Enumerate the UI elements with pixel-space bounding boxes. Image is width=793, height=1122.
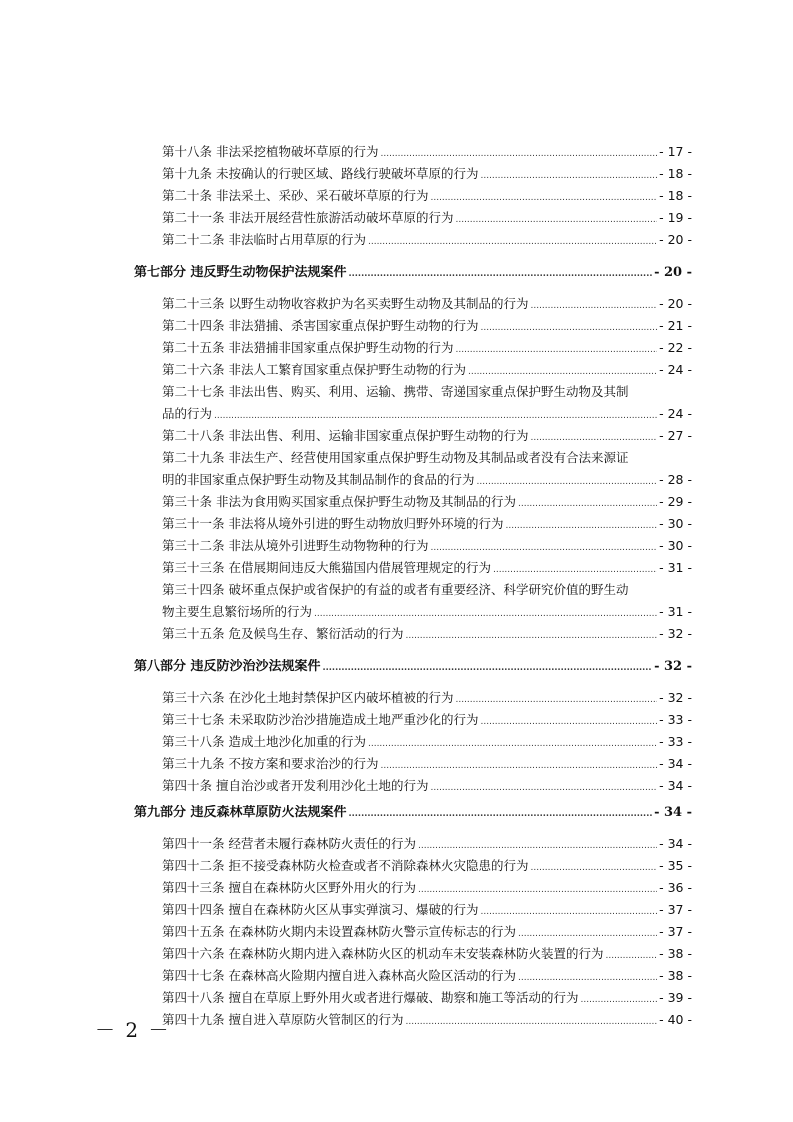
toc-entry-label: 第四十九条 擅自进入草原防火管制区的行为 <box>162 1012 404 1027</box>
toc-entry[interactable] <box>162 188 692 206</box>
toc-entry[interactable] <box>162 144 692 162</box>
leader-dots <box>455 342 657 358</box>
toc-entry-label: 第三十七条 未采取防沙治沙措施造成土地严重沙化的行为 <box>162 712 479 727</box>
toc-entry-label: 第二十四条 非法猎捕、杀害国家重点保护野生动物的行为 <box>162 318 479 333</box>
toc-entry-label: 第二十六条 非法人工繁育国家重点保护野生动物的行为 <box>162 362 466 377</box>
toc-entry-label: 第二十一条 非法开展经营性旅游活动破坏草原的行为 <box>162 210 454 225</box>
toc-entry[interactable] <box>162 340 692 358</box>
toc-page-number: - 39 - <box>659 990 692 1005</box>
leader-dots <box>323 660 653 676</box>
leader-dots <box>480 168 657 184</box>
toc-entry[interactable] <box>162 924 692 942</box>
toc-page-number: - 33 - <box>659 712 692 727</box>
toc-entry-label: 第十九条 未按确认的行驶区域、路线行驶破坏草原的行为 <box>162 166 479 181</box>
toc-entry-first-line: 第二十七条 非法出售、购买、利用、运输、携带、寄递国家重点保护野生动物及其制 <box>162 384 629 399</box>
toc-entry[interactable] <box>162 880 692 898</box>
toc-entry[interactable] <box>162 406 692 424</box>
leader-dots <box>518 926 657 942</box>
toc-page-number: - 34 - <box>659 836 692 851</box>
toc-entry[interactable] <box>162 968 692 986</box>
toc-page-number: - 19 - <box>659 210 692 225</box>
toc-entry-label: 第八部分 违反防沙治沙法规案件 <box>134 659 321 674</box>
leader-dots <box>349 266 653 282</box>
toc-entry[interactable] <box>162 756 692 774</box>
toc-page-number: - 21 - <box>659 318 692 333</box>
toc-page-number: - 24 - <box>659 406 692 421</box>
toc-page-number: - 20 - <box>659 232 692 247</box>
toc-page-number: - 35 - <box>659 858 692 873</box>
toc-page-number: - 30 - <box>659 538 692 553</box>
leader-dots <box>477 474 658 490</box>
toc-entry[interactable] <box>162 858 692 876</box>
toc-entry[interactable] <box>162 712 692 730</box>
toc-page-number: - 34 - <box>659 756 692 771</box>
toc-entry-label: 第七部分 违反野生动物保护法规案件 <box>134 265 347 280</box>
leader-dots <box>430 780 657 796</box>
toc-entry[interactable] <box>162 1012 692 1030</box>
leader-dots <box>405 628 657 644</box>
toc-entry-label: 第三十一条 非法将从境外引进的野生动物放归野外环境的行为 <box>162 516 504 531</box>
leader-dots <box>493 562 657 578</box>
leader-dots <box>480 320 657 336</box>
toc-entry-label: 第九部分 违反森林草原防火法规案件 <box>134 805 347 820</box>
leader-dots <box>530 430 657 446</box>
toc-entry[interactable] <box>162 362 692 380</box>
toc-entry-label: 第四十六条 在森林防火期内进入森林防火区的机动车未安装森林防火装置的行为 <box>162 946 604 961</box>
toc-entry-label: 第三十条 非法为食用购买国家重点保护野生动物及其制品的行为 <box>162 494 516 509</box>
toc-entry-label: 第四十一条 经营者未履行森林防火责任的行为 <box>162 836 416 851</box>
toc-entry-label: 第四十条 擅自治沙或者开发利用沙化土地的行为 <box>162 778 429 793</box>
toc-entry-label: 第二十三条 以野生动物收容救护为名买卖野生动物及其制品的行为 <box>162 296 529 311</box>
toc-section-heading[interactable] <box>134 265 692 282</box>
toc-entry[interactable] <box>162 166 692 184</box>
toc-page-number: - 20 - <box>659 296 692 311</box>
leader-dots <box>418 882 657 898</box>
leader-dots <box>349 806 653 822</box>
toc-entry-label: 第二十条 非法采土、采砂、采石破坏草原的行为 <box>162 188 429 203</box>
toc-page-number: - 24 - <box>659 362 692 377</box>
toc-entry[interactable] <box>162 210 692 228</box>
toc-entry[interactable] <box>162 472 692 490</box>
toc-page-number: - 30 - <box>659 516 692 531</box>
leader-dots <box>455 692 657 708</box>
toc-entry[interactable] <box>162 734 692 752</box>
leader-dots <box>605 948 657 964</box>
leader-dots <box>580 992 657 1008</box>
toc-page-number: - 20 - <box>654 265 692 280</box>
leader-dots <box>368 736 657 752</box>
toc-page-number: - 34 - <box>659 778 692 793</box>
leader-dots <box>480 714 657 730</box>
toc-entry-label: 第四十八条 擅自在草原上野外用火或者进行爆破、勘察和施工等活动的行为 <box>162 990 579 1005</box>
toc-entry-label: 第二十五条 非法猎捕非国家重点保护野生动物的行为 <box>162 340 454 355</box>
toc-page-number: - 40 - <box>659 1012 692 1027</box>
toc-entry-label: 明的非国家重点保护野生动物及其制品制作的食品的行为 <box>162 472 475 487</box>
toc-entry[interactable] <box>162 494 692 512</box>
toc-page-number: - 18 - <box>659 188 692 203</box>
toc-section-heading[interactable] <box>134 805 692 822</box>
toc-entry-label: 品的行为 <box>162 406 213 421</box>
leader-dots <box>405 1014 657 1030</box>
leader-dots <box>468 364 657 380</box>
toc-entry-first-line: 第二十九条 非法生产、经营使用国家重点保护野生动物及其制品或者没有合法来源证 <box>162 450 629 465</box>
leader-dots <box>480 904 657 920</box>
toc-entry[interactable] <box>162 428 692 446</box>
toc-entry-label: 第四十七条 在森林高火险期内擅自进入森林高火险区活动的行为 <box>162 968 516 983</box>
toc-entry-label: 第三十三条 在借展期间违反大熊猫国内借展管理规定的行为 <box>162 560 491 575</box>
toc-entry-label: 第四十二条 拒不接受森林防火检查或者不消除森林火灾隐患的行为 <box>162 858 529 873</box>
toc-page-number: - 22 - <box>659 340 692 355</box>
toc-page-number: - 34 - <box>654 805 692 820</box>
toc-page-number: - 37 - <box>659 902 692 917</box>
leader-dots <box>418 838 657 854</box>
toc-section-heading[interactable] <box>134 659 692 676</box>
toc-entry[interactable] <box>162 836 692 854</box>
toc-entry-first-line: 第三十四条 破坏重点保护或省保护的有益的或者有重要经济、科学研究价值的野生动 <box>162 582 629 597</box>
toc-page-number: - 38 - <box>659 968 692 983</box>
leader-dots <box>518 970 657 986</box>
toc-entry-label: 第三十八条 造成土地沙化加重的行为 <box>162 734 366 749</box>
toc-entry-label: 第二十八条 非法出售、利用、运输非国家重点保护野生动物的行为 <box>162 428 529 443</box>
toc-page-number: - 33 - <box>659 734 692 749</box>
leader-dots <box>214 408 657 424</box>
toc-entry[interactable] <box>162 626 692 644</box>
toc-entry-label: 第三十九条 不按方案和要求治沙的行为 <box>162 756 379 771</box>
toc-entry[interactable] <box>162 902 692 920</box>
toc-page-number: - 32 - <box>654 659 692 674</box>
toc-entry-label: 第四十四条 擅自在森林防火区从事实弹演习、爆破的行为 <box>162 902 479 917</box>
toc-entry[interactable] <box>162 296 692 314</box>
toc-page-number: - 32 - <box>659 690 692 705</box>
page-number: － 2 － <box>95 1018 171 1042</box>
leader-dots <box>430 190 657 206</box>
leader-dots <box>518 496 657 512</box>
toc-page-number: - 31 - <box>659 560 692 575</box>
leader-dots <box>455 212 657 228</box>
toc-page-number: - 17 - <box>659 144 692 159</box>
toc-entry[interactable] <box>162 560 692 578</box>
leader-dots <box>368 234 657 250</box>
toc-entry-label: 第十八条 非法采挖植物破坏草原的行为 <box>162 144 379 159</box>
toc-entry[interactable] <box>162 318 692 336</box>
toc-page-number: - 32 - <box>659 626 692 641</box>
toc-page-number: - 36 - <box>659 880 692 895</box>
toc-page-number: - 38 - <box>659 946 692 961</box>
leader-dots <box>380 146 657 162</box>
toc-page-number: - 28 - <box>659 472 692 487</box>
toc-page-number: - 29 - <box>659 494 692 509</box>
toc-entry[interactable] <box>162 990 692 1008</box>
leader-dots <box>505 518 657 534</box>
toc-entry[interactable] <box>162 604 692 622</box>
toc-entry-label: 物主要生息繁衍场所的行为 <box>162 604 313 619</box>
toc-entry-label: 第四十三条 擅自在森林防火区野外用火的行为 <box>162 880 416 895</box>
toc-entry-label: 第三十六条 在沙化土地封禁保护区内破坏植被的行为 <box>162 690 454 705</box>
leader-dots <box>530 298 657 314</box>
toc-entry[interactable] <box>162 538 692 556</box>
toc-entry[interactable] <box>162 232 692 250</box>
toc-page-number: - 37 - <box>659 924 692 939</box>
toc-entry-label: 第三十五条 危及候鸟生存、繁衍活动的行为 <box>162 626 404 641</box>
toc-entry-label: 第四十五条 在森林防火期内未设置森林防火警示宣传标志的行为 <box>162 924 516 939</box>
leader-dots <box>380 758 657 774</box>
toc-entry[interactable] <box>162 946 692 964</box>
toc-page-number: - 27 - <box>659 428 692 443</box>
toc-entry-label: 第三十二条 非法从境外引进野生动物物种的行为 <box>162 538 429 553</box>
toc-entry[interactable] <box>162 690 692 708</box>
leader-dots <box>530 860 657 876</box>
toc-page-number: - 31 - <box>659 604 692 619</box>
leader-dots <box>430 540 657 556</box>
toc-entry-label: 第二十二条 非法临时占用草原的行为 <box>162 232 366 247</box>
leader-dots <box>314 606 657 622</box>
toc-entry[interactable] <box>162 516 692 534</box>
toc-page-number: - 18 - <box>659 166 692 181</box>
toc-entry[interactable] <box>162 778 692 796</box>
